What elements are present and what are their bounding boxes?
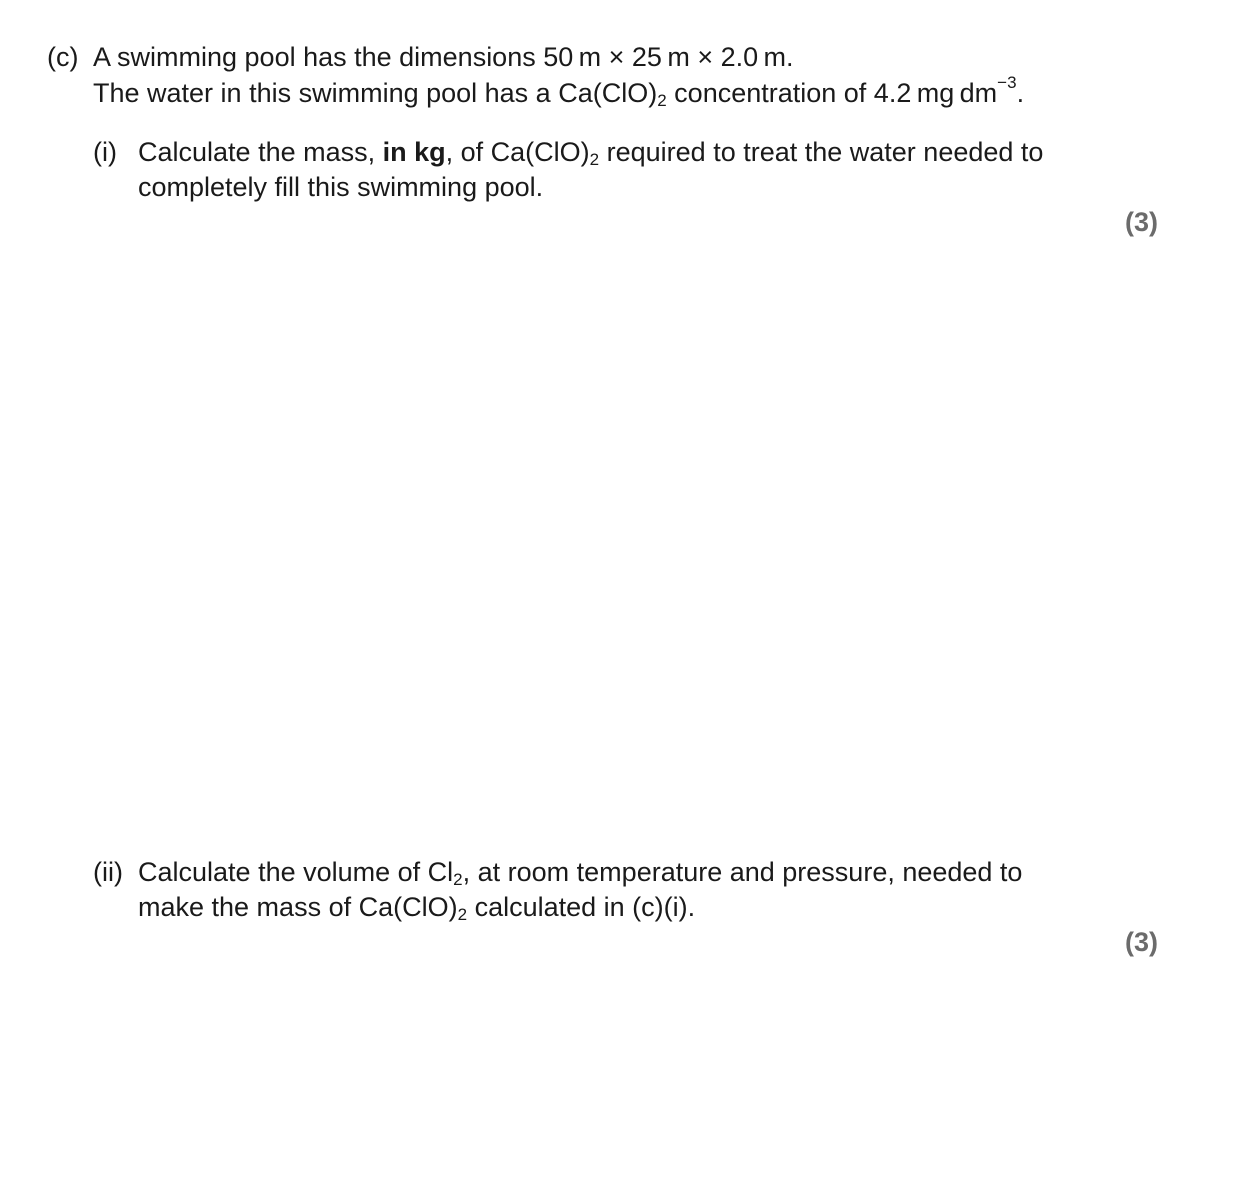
part-i-line-1-subscript: 2 bbox=[589, 150, 600, 169]
part-i-line-1 bbox=[138, 135, 1043, 170]
question-label: (c) bbox=[47, 42, 79, 72]
intro-line-2-text-a: The water in this swimming pool has a Ca(ClO) bbox=[93, 78, 658, 108]
part-ii-line-2-text-a: make the mass of Ca(ClO) bbox=[138, 892, 458, 922]
part-i-line-1-text-b: , of Ca(ClO) bbox=[445, 137, 590, 167]
part-i-line-2: completely fill this swimming pool. bbox=[138, 172, 544, 202]
intro-line-2-subscript: 2 bbox=[657, 91, 667, 110]
part-ii-line-1-text-b: , at room temperature and pressure, needed to bbox=[462, 857, 1023, 887]
intro-line-2-superscript: −3 bbox=[997, 73, 1017, 92]
part-i-marks: (3) bbox=[1125, 207, 1158, 237]
part-ii-line-2 bbox=[138, 890, 695, 925]
part-ii-line-1-subscript: 2 bbox=[453, 870, 463, 889]
part-ii-label: (ii) bbox=[93, 857, 123, 887]
part-ii-marks: (3) bbox=[1125, 927, 1158, 957]
intro-line-2 bbox=[93, 73, 1025, 111]
part-ii-line-2-text-b: calculated in (c)(i). bbox=[467, 892, 696, 922]
part-i-label: (i) bbox=[93, 137, 117, 167]
part-i-line-1-text-c: required to treat the water needed to bbox=[599, 137, 1044, 167]
part-ii-line-2-subscript: 2 bbox=[457, 905, 468, 924]
part-ii-line-1-text-a: Calculate the volume of Cl bbox=[138, 857, 454, 887]
intro-line-1: A swimming pool has the dimensions 50 m × 25 m × 2.0 m. bbox=[93, 42, 794, 72]
part-i-line-1-text-a: Calculate the mass, bbox=[138, 137, 383, 167]
part-i-bold-unit: in kg bbox=[382, 137, 446, 167]
part-ii-line-1 bbox=[138, 855, 1022, 890]
intro-line-2-text-b: concentration of 4.2 mg dm bbox=[666, 78, 998, 108]
intro-line-2-text-c: . bbox=[1016, 78, 1025, 108]
